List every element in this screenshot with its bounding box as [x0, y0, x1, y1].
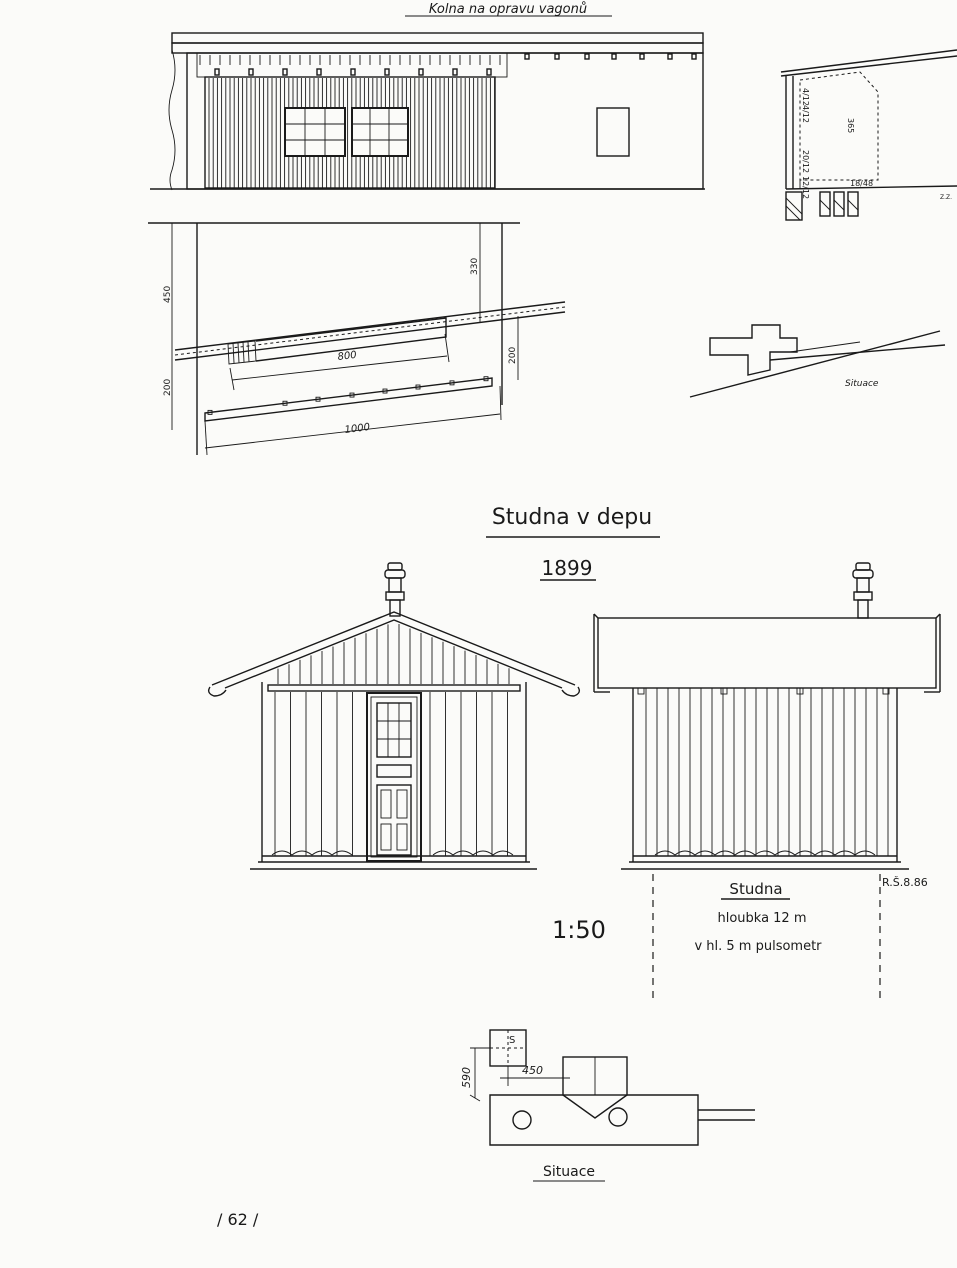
section-dim-3: 365 — [846, 118, 855, 134]
plan-dim-450: 450 — [163, 285, 173, 303]
well-note-pulsometer: v hl. 5 m pulsometr — [694, 939, 822, 954]
plan-dim-800: 800 — [337, 349, 358, 363]
shed-section — [781, 50, 957, 220]
author-note: R.Š.8.86 — [882, 876, 928, 889]
well-heading — [486, 505, 660, 580]
plan-dim-1000: 1000 — [344, 421, 371, 436]
well-situation-label: Situace — [542, 1164, 596, 1180]
situation-dim-590: 590 — [460, 1067, 473, 1088]
plan-dim-330: 330 — [470, 257, 480, 275]
section-dim-2: 4/12 — [801, 105, 810, 123]
section-corner-note: Z.Z. — [940, 194, 953, 201]
page-number: / 62 / — [217, 1210, 259, 1229]
well-note — [694, 880, 822, 954]
well-note-title: Studna — [729, 880, 783, 898]
shed-situation — [690, 325, 945, 397]
well-year: 1899 — [541, 556, 593, 580]
well-title: Studna v depu — [491, 505, 653, 530]
section-dim-6: 18/48 — [850, 179, 874, 188]
plan-dim-200-right: 200 — [508, 346, 518, 364]
section-dim-4: 20/12 — [801, 150, 810, 174]
shed-situation-label: Situace — [845, 379, 879, 389]
shed-elevation — [150, 2, 705, 190]
well-side-elevation — [594, 563, 940, 998]
section-dim-1: 4/12 — [801, 88, 810, 106]
well-front-elevation — [209, 563, 580, 869]
situation-marker-s: S — [509, 1035, 516, 1046]
situation-dim-450: 450 — [522, 1064, 543, 1077]
well-note-depth: hloubka 12 m — [717, 911, 807, 926]
plan-dim-200-left: 200 — [163, 378, 173, 396]
shed-title: Kolna na opravu vagonů — [428, 2, 588, 17]
well-situation — [460, 1030, 755, 1181]
scale-label: 1:50 — [552, 916, 606, 944]
shed-plan — [148, 223, 565, 455]
section-dim-5: 12/12 — [801, 176, 810, 200]
